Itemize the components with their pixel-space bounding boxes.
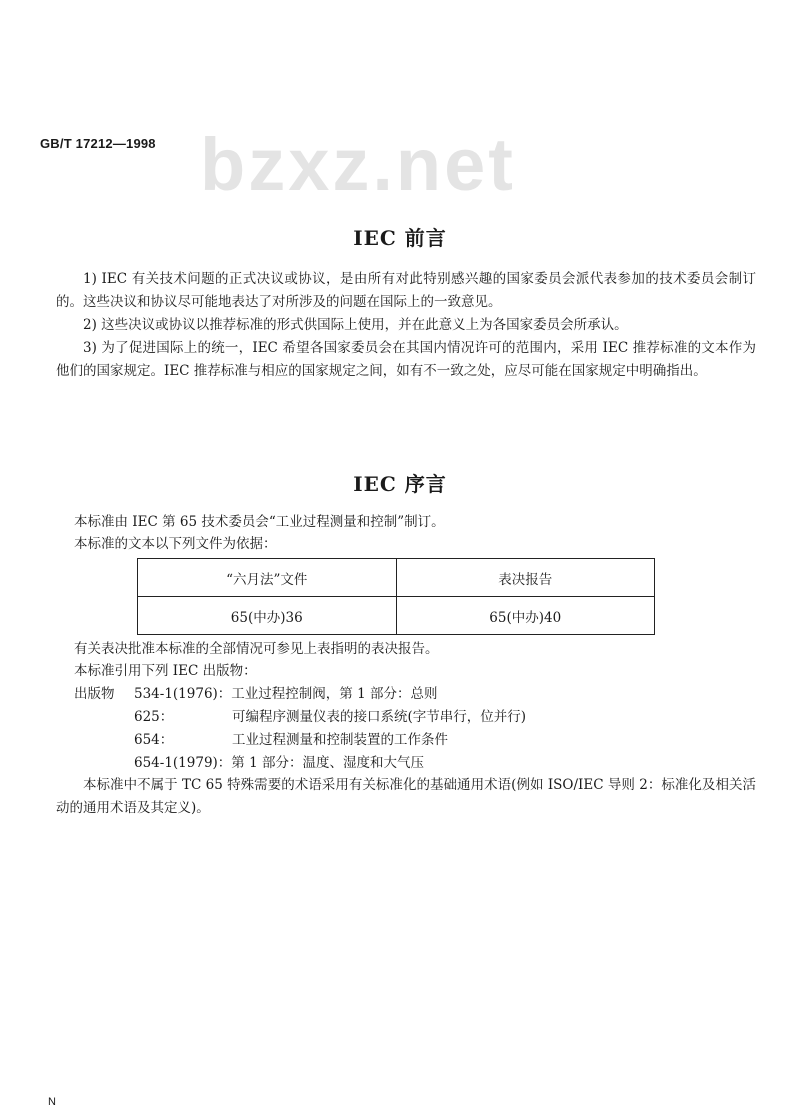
publication-item: 654-1(1979)：第 1 部分：温度、湿度和大气压 — [134, 755, 424, 771]
foreword-title: IEC 前言 — [353, 226, 447, 250]
publication-item-number: 654： — [134, 732, 174, 748]
voting-documents-table — [137, 558, 655, 635]
preface-closing-paragraph: 本标准中不属于 TC 65 特殊需要的术语采用有关标准化的基础通用术语(例如 ISO/IEC 导则 2：标准化及相关活动的通用术语及其定义)。 — [56, 777, 756, 816]
table-header-cell: 表决报告 — [396, 559, 655, 597]
standard-code: GB/T 17212—1998 — [40, 136, 156, 151]
preface-line-approval: 有关表决批准本标准的全部情况可参见上表指明的表决报告。 — [74, 641, 439, 657]
preface-line-committee: 本标准由 IEC 第 65 技术委员会“工业过程测量和控制”制订。 — [74, 514, 445, 530]
foreword-paragraph-1: 1) IEC 有关技术问题的正式决议或协议，是由所有对此特别感兴趣的国家委员会派代表参加的技术委员会制订的。这些决议和协议尽可能地表达了对所涉及的问题在国际上的一致意见。 — [56, 271, 756, 310]
publication-item: 534-1(1976)：工业过程控制阀，第 1 部分：总则 — [134, 686, 438, 702]
publication-item-title: 可编程序测量仪表的接口系统(字节串行，位并行) — [232, 709, 527, 725]
publication-item-title: 工业过程测量和控制装置的工作条件 — [232, 732, 448, 748]
preface-line-basis: 本标准的文本以下列文件为依据： — [74, 536, 277, 552]
watermark: bzxz.net — [200, 123, 516, 206]
preface-title: IEC 序言 — [353, 472, 447, 496]
foreword-paragraph-2: 2) 这些决议或协议以推荐标准的形式供国际上使用，并在此意义上为各国家委员会所承认。 — [83, 317, 628, 333]
table-header-row — [138, 559, 655, 597]
foreword-paragraph-3: 3) 为了促进国际上的统一，IEC 希望各国家委员会在其国内情况许可的范围内，采用 IEC 推荐标准的文本作为他们的国家规定。IEC 推荐标准与相应的国家规定之间，如有不一致之处，应尽可能在国家规定中明确指出。 — [56, 340, 756, 379]
table-cell: 65(中办)40 — [396, 597, 655, 635]
preface-line-references: 本标准引用下列 IEC 出版物： — [74, 663, 257, 679]
page-number: N — [48, 1096, 56, 1108]
table-cell: 65(中办)36 — [138, 597, 397, 635]
publications-label: 出版物 — [74, 686, 115, 702]
table-row — [138, 597, 655, 635]
publication-item-number: 625： — [134, 709, 174, 725]
table-header-cell: “六月法”文件 — [138, 559, 397, 597]
